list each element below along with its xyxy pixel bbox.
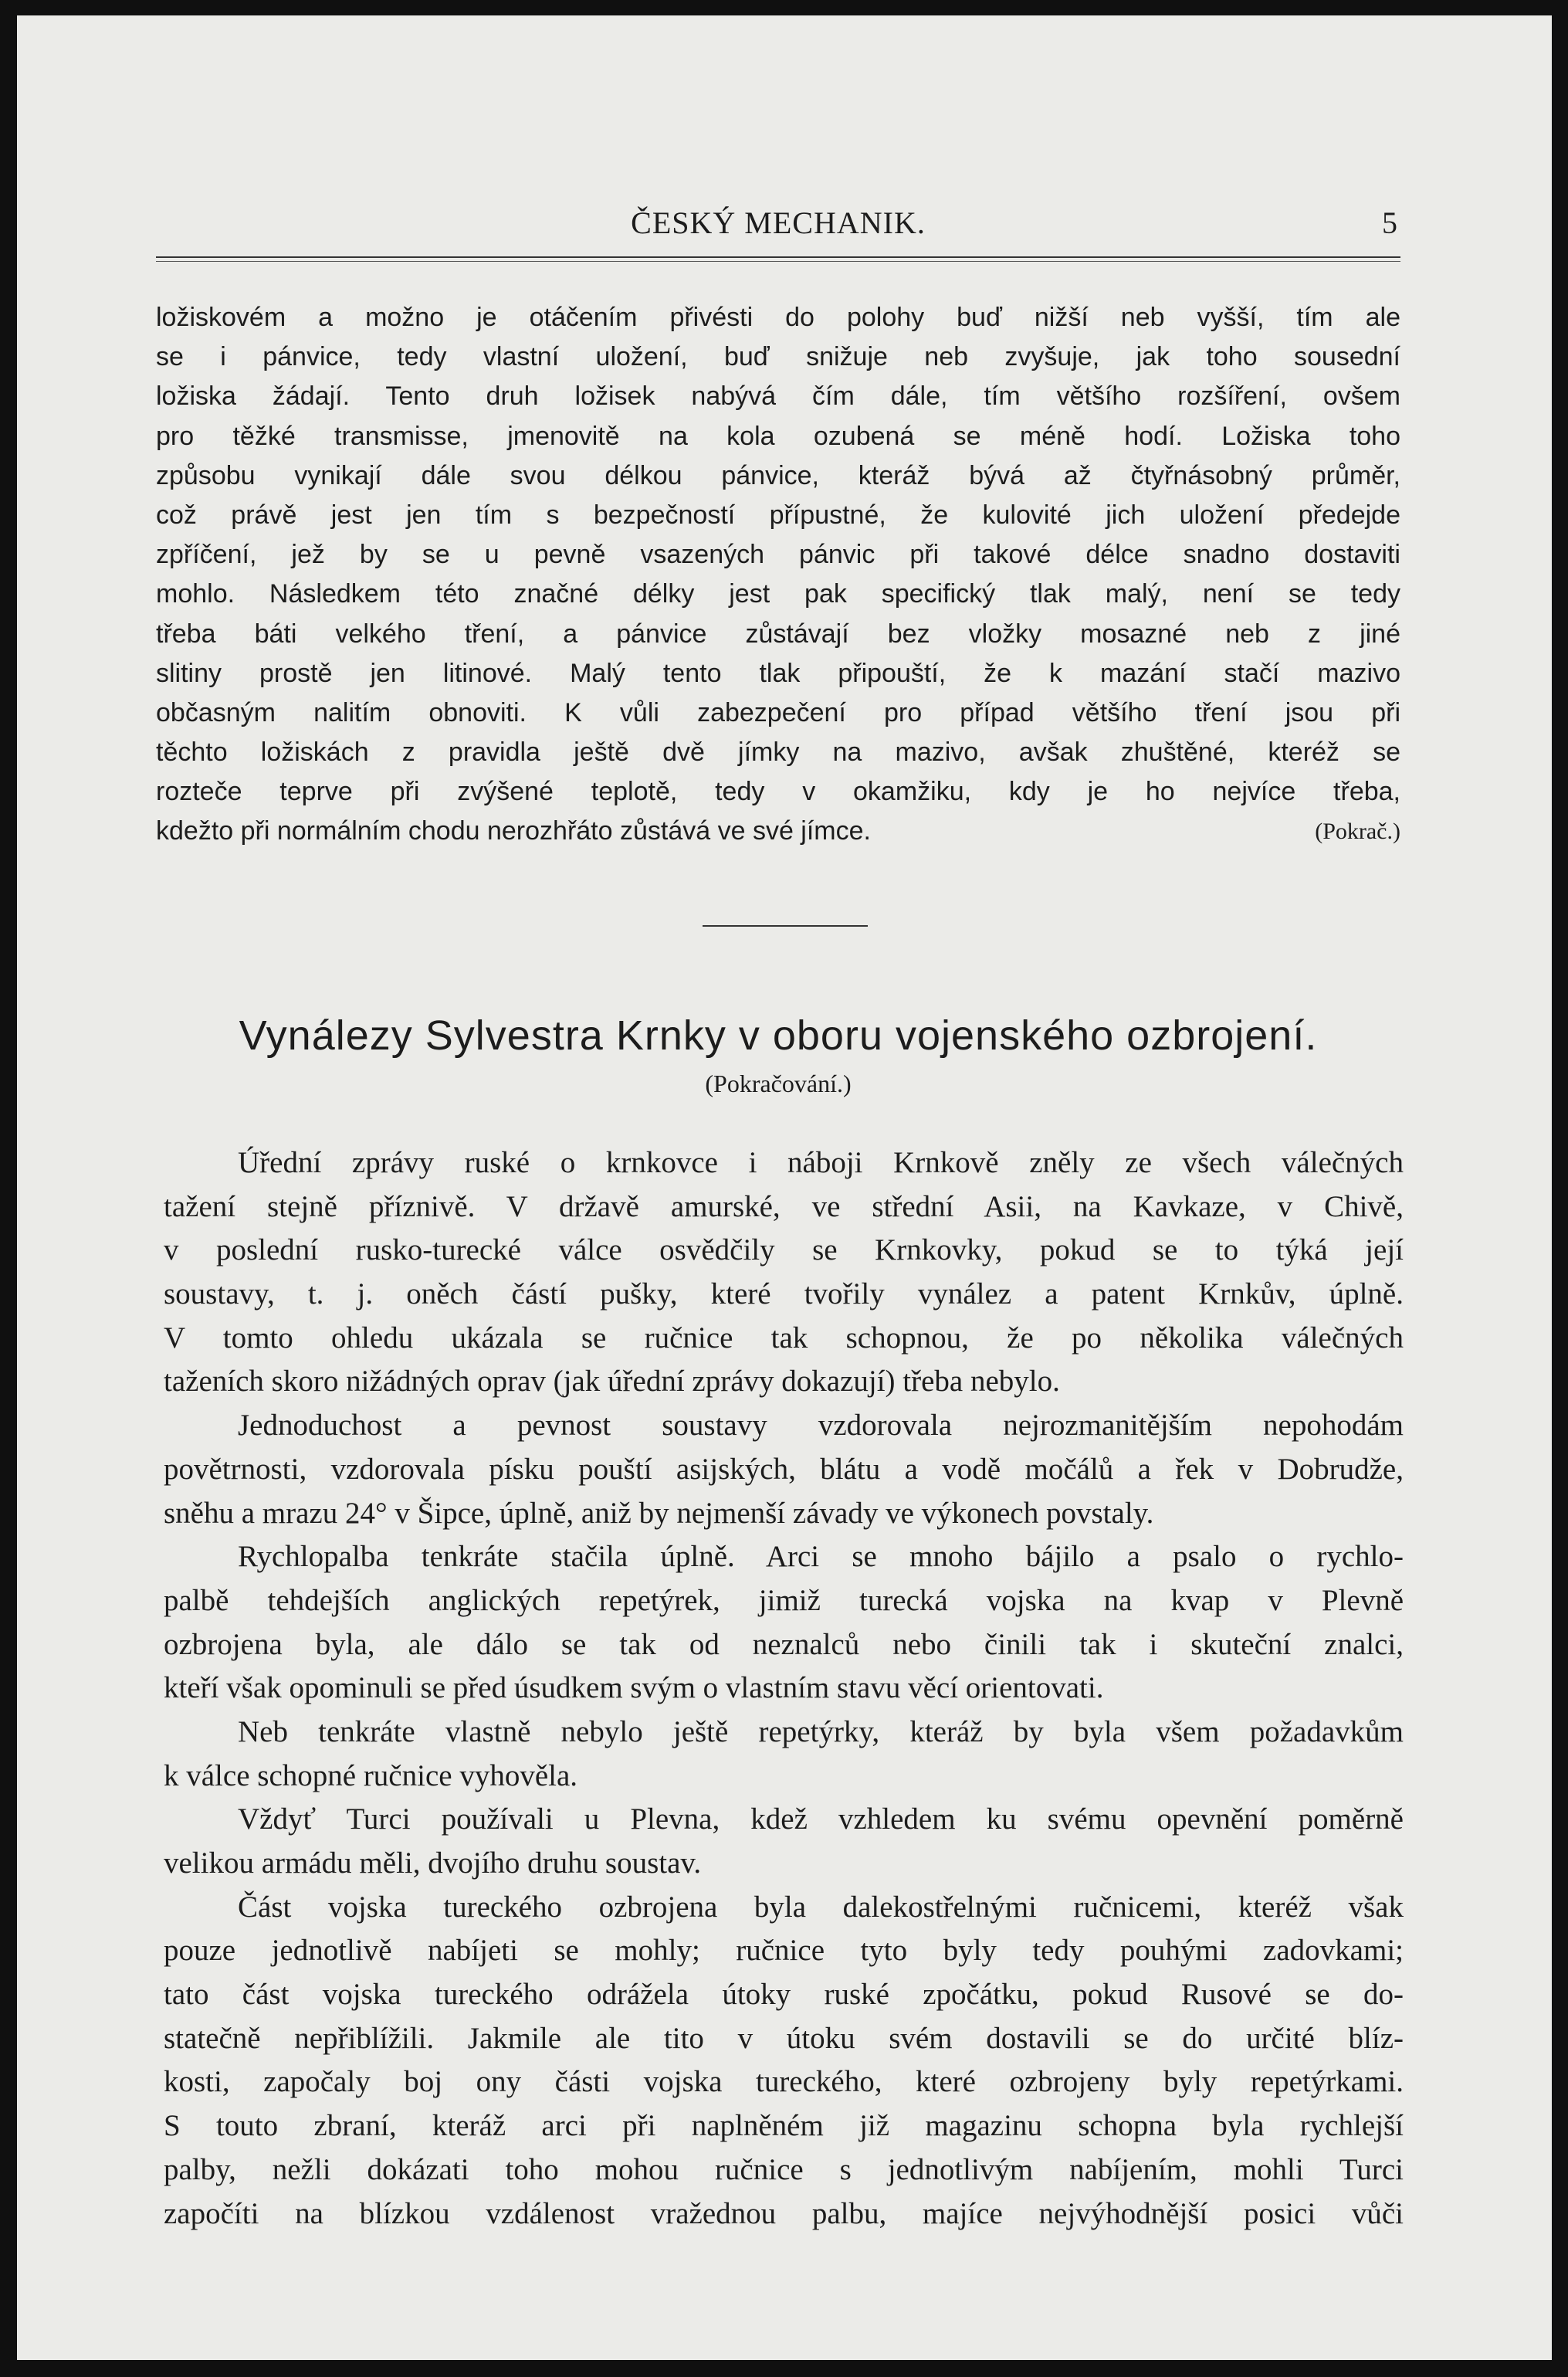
text-line: sněhu a mrazu 24° v Šipce, úplně, aniž by nejmenší závady ve výkonech povstaly. — [164, 1496, 1154, 1530]
running-title: ČESKÝ MECHANIK. — [631, 205, 926, 240]
text-line: Úřední zprávy ruské o krnkovce i náboji Krnkově zněly ze všech válečných — [238, 1146, 1404, 1179]
text-line: V tomto ohledu ukázala se ručnice tak schopnou, že po několika válečných — [164, 1321, 1404, 1355]
text-line: slitiny prostě jen litinové. Malý tento tlak připouští, že k mazání stačí mazivo — [156, 658, 1400, 688]
text-line: třeba báti velkého tření, a pánvice zůstávají bez vložky mosazné neb z jiné — [156, 619, 1400, 649]
text-line: ložiska žádají. Tento druh ložisek nabývá čím dále, tím většího rozšíření, ovšem — [156, 381, 1400, 412]
text-line: mohlo. Následkem této značné délky jest pak specifický tlak malý, není se tedy — [156, 579, 1400, 609]
running-header — [156, 205, 1400, 251]
text-line: statečně nepřiblížili. Jakmile ale tito v útoku svém dostavili se do určité blíz- — [164, 2021, 1404, 2055]
text-line: ložiskovém a možno je otáčením přivésti do polohy buď nižší neb vyšší, tím ale — [156, 303, 1400, 332]
text-line: palby, nežli dokázati toho mohou ručnice s jednotlivým nabíjením, mohli Turci — [164, 2152, 1404, 2186]
page — [17, 15, 1552, 2360]
text-line: způsobu vynikají dále svou délkou pánvice, kteráž bývá až čtyřnásobný průměr, — [156, 460, 1400, 490]
text-line: taženích skoro nižádných oprav (jak úřední zprávy dokazují) třeba nebylo. — [164, 1365, 1060, 1399]
text-line: Vždyť Turci používali u Plevna, kdež vzhledem ku svému opevnění poměrně — [238, 1802, 1404, 1836]
continued-article-text — [156, 298, 1400, 852]
text-line: občasným nalitím obnoviti. K vůli zabezpečení pro případ většího tření jsou při — [156, 697, 1400, 727]
text-line: což právě jest jen tím s bezpečností přípustné, že kulovité jich uložení předejde — [156, 500, 1400, 530]
text-line: Část vojska tureckého ozbrojena byla dalekostřelnými ručnicemi, kteréž však — [238, 1890, 1404, 1924]
text-line: k válce schopné ručnice vyhověla. — [164, 1758, 578, 1792]
text-line: S touto zbraní, kteráž arci při naplněném již magazinu schopna byla rychlejší — [164, 2109, 1404, 2143]
text-line: kteří však opominuli se před úsudkem svým o vlastním stavu věcí orientovati. — [164, 1671, 1104, 1705]
text-line: se i pánvice, tedy vlastní uložení, buď snižuje neb zvyšuje, jak toho sousední — [156, 342, 1400, 372]
article-subtitle: (Pokračování.) — [705, 1070, 852, 1097]
text-line: Jednoduchost a pevnost soustavy vzdorovala nejrozmanitějším nepohodám — [238, 1409, 1404, 1443]
text-line: započíti na blízkou vzdálenost vražednou palbu, majíce nejvýhodnější posici vůči — [164, 2196, 1404, 2230]
text-line: pro těžké transmisse, jmenovitě na kola ozubená se méně hodí. Ložiska toho — [156, 421, 1400, 451]
text-line: palbě tehdejších anglických repetýrek, jimiž turecká vojska na kvap v Plevně — [164, 1583, 1404, 1617]
article-body — [164, 1141, 1404, 2236]
page-number: 5 — [1382, 205, 1397, 240]
text-line: ozbrojena byla, ale dálo se tak od neznalců nebo činili tak i skuteční znalci, — [164, 1627, 1404, 1661]
text-line: Rychlopalba tenkráte stačila úplně. Arci se mnoho bájilo a psalo o rychlo- — [238, 1540, 1404, 1574]
section-separator — [703, 925, 868, 927]
continuation-note: (Pokrač.) — [1315, 819, 1400, 845]
text-line: povětrnosti, vzdorovala písku pouští asijských, blátu a vodě močálů a řek v Dobrudže, — [164, 1452, 1404, 1486]
text-line-content: kdežto při normálním chodu nerozhřáto zůstává ve své jímce. — [156, 816, 871, 846]
text-line: velikou armádu měli, dvojího druhu soustav. — [164, 1846, 702, 1880]
text-line: těchto ložiskách z pravidla ještě dvě jímky na mazivo, avšak zhuštěné, kteréž se — [156, 738, 1400, 768]
text-line: tato část vojska tureckého odrážela útoky ruské zpočátku, pokud Rusové se do- — [164, 1978, 1404, 2012]
text-line: soustavy, t. j. oněch částí pušky, které tvořily vynález a patent Krnkův, úplně. — [164, 1277, 1404, 1311]
text-line: rozteče teprve při zvýšené teplotě, tedy v okamžiku, kdy je ho nejvíce třeba, — [156, 777, 1400, 807]
text-line — [156, 812, 1400, 851]
text-line: tažení stejně příznivě. V državě amurské, ve střední Asii, na Kavkaze, v Chivě, — [164, 1189, 1404, 1223]
text-line: kosti, započaly boj ony části vojska tureckého, které ozbrojeny byly repetýrkami. — [164, 2065, 1404, 2099]
header-rule — [156, 256, 1400, 262]
text-line: Neb tenkráte vlastně nebylo ještě repetýrky, kteráž by byla všem požadavkům — [238, 1714, 1404, 1748]
text-line: v poslední rusko-turecké válce osvědčily se Krnkovky, pokud se to týká její — [164, 1233, 1404, 1267]
article-title: Vynálezy Sylvestra Krnky v oboru vojenského ozbrojení. — [239, 1012, 1318, 1059]
text-line: zpříčení, jež by se u pevně vsazených pánvic při takové délce snadno dostaviti — [156, 540, 1400, 570]
text-line: pouze jednotlivě nabíjeti se mohly; ručnice tyto byly tedy pouhými zadovkami; — [164, 1934, 1404, 1968]
